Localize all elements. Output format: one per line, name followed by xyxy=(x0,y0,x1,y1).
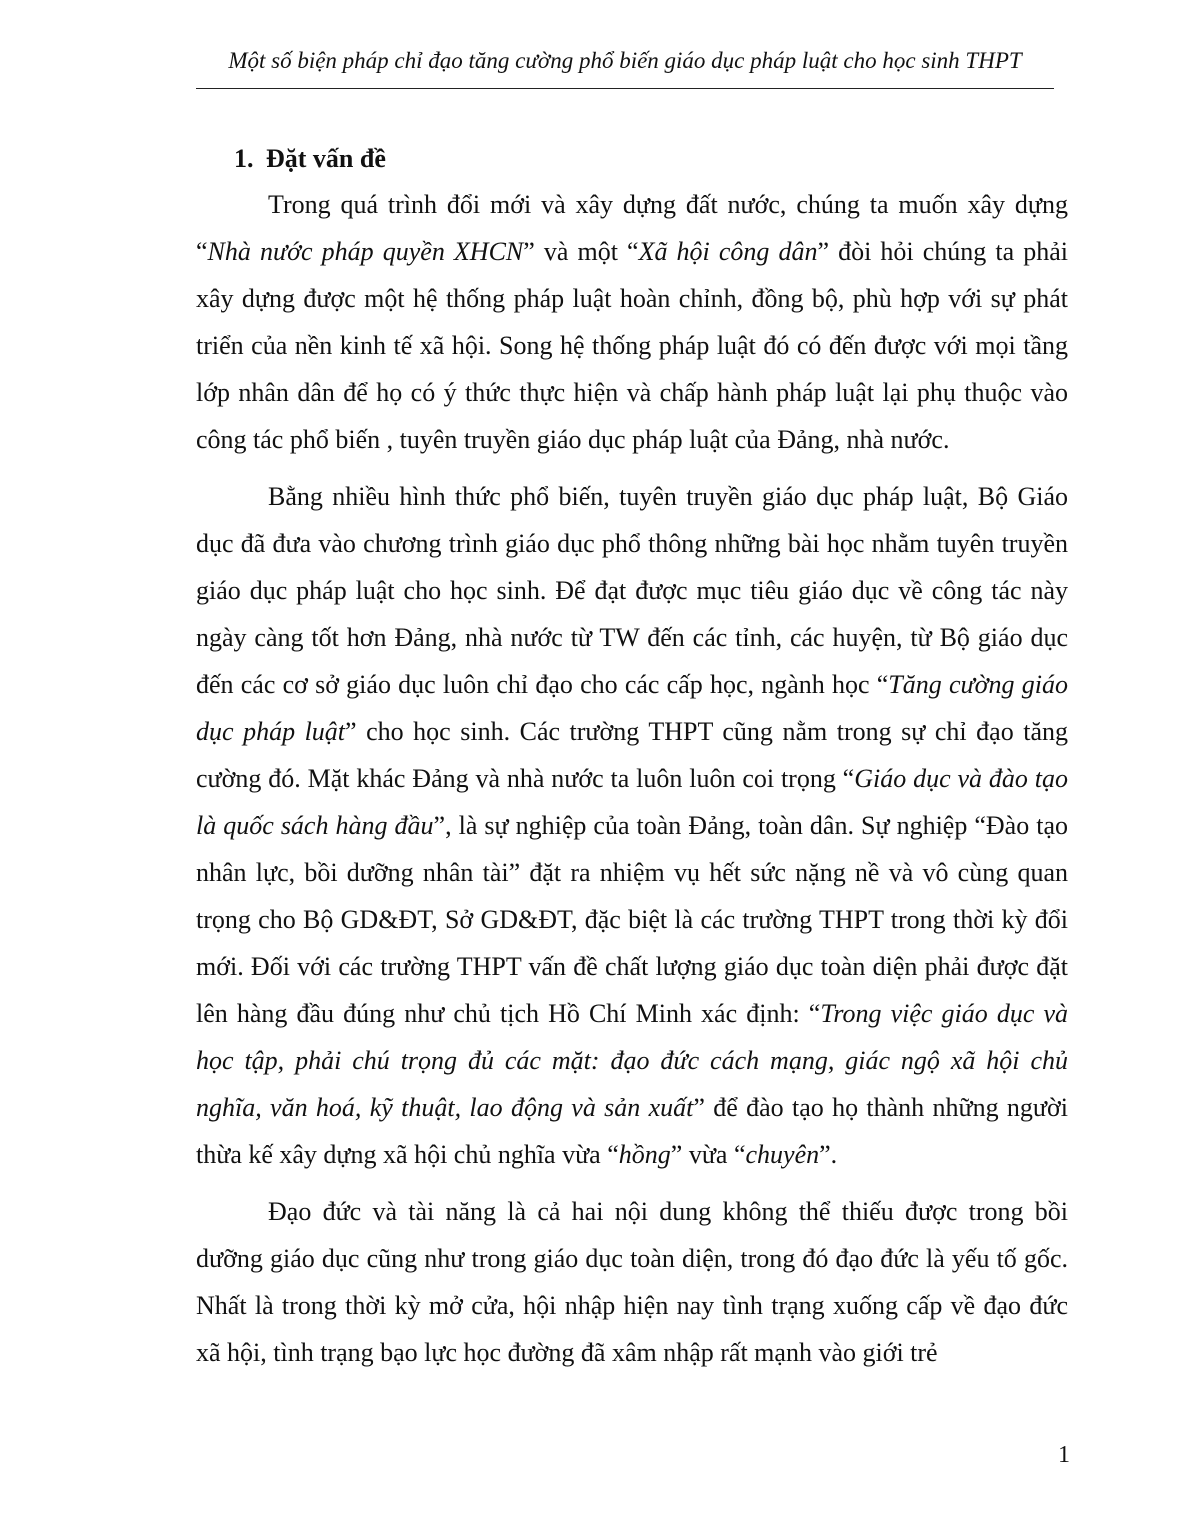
text-segment: ” và một “ xyxy=(523,237,639,266)
text-segment: ” để đào tạo họ thành những người thừa kế xây dựng xã hội chủ nghĩa vừa “ xyxy=(196,1093,1068,1169)
italic-text-segment: Giáo dục và đào tạo là quốc sách hàng đầu xyxy=(196,764,1068,840)
italic-text-segment: Tăng cường giáo dục pháp luật xyxy=(196,670,1068,746)
section-number: 1. xyxy=(234,144,254,173)
text-segment: Bằng nhiều hình thức phổ biến, tuyên truyền giáo dục pháp luật, Bộ Giáo dục đã đưa vào chương trình giáo dục phổ thông những bài học nhằm tuyên truyền giáo dục pháp luật cho học sinh. Để đạt được mục tiêu giáo dục về công tác này ngày càng tốt hơn Đảng, nhà nước từ TW đến các tỉnh, các huyện, từ Bộ giáo dục đến các cơ sở giáo dục luôn chỉ đạo cho các cấp học, ngành học “ xyxy=(196,482,1068,699)
text-segment: Đạo đức và tài năng là cả hai nội dung không thể thiếu được trong bồi dưỡng giáo dục cũng như trong giáo dục toàn diện, trong đó đạo đức là yếu tố gốc. Nhất là trong thời kỳ mở cửa, hội nhập hiện nay tình trạng xuống cấp về đạo đức xã hội, tình trạng bạo lực học đường đã xâm nhập rất mạnh vào giới trẻ xyxy=(196,1197,1068,1367)
running-header: Một số biện pháp chỉ đạo tăng cường phổ biến giáo dục pháp luật cho học sinh THPT xyxy=(228,48,1022,73)
italic-text-segment: Xã hội công dân xyxy=(638,237,818,266)
italic-text-segment: hồng xyxy=(618,1140,671,1169)
text-segment: ”, là sự nghiệp của toàn Đảng, toàn dân. Sự nghiệp “Đào tạo nhân lực, bồi dưỡng nhân tài” đặt ra nhiệm vụ hết sức nặng nề và vô cùng quan trọng cho Bộ GD&ĐT, Sở GD&ĐT, đặc biệt là các trường THPT trong thời kỳ đổi mới. Đối với các trường THPT vấn đề chất lượng giáo dục toàn diện phải được đặt lên hàng đầu đúng như chủ tịch Hồ Chí Minh xác định: “ xyxy=(196,811,1069,1028)
section-heading xyxy=(234,141,1068,177)
page-number: 1 xyxy=(1058,1442,1070,1468)
paragraph xyxy=(196,473,1068,1178)
text-segment: ”. xyxy=(819,1140,838,1169)
section-title: Đặt vấn đề xyxy=(266,144,386,173)
header-rule xyxy=(196,88,1054,89)
italic-text-segment: Trong việc giáo dục và học tập, phải chú trọng đủ các mặt: đạo đức cách mạng, giác ngộ xã hội chủ nghĩa, văn hoá, kỹ thuật, lao động và sản xuất xyxy=(196,999,1069,1122)
text-segment: ” vừa “ xyxy=(670,1140,746,1169)
text-segment: Trong quá trình đổi mới và xây dựng đất nước, chúng ta muốn xây dựng “ xyxy=(196,190,1068,266)
italic-text-segment: chuyên xyxy=(745,1140,820,1169)
paragraph xyxy=(196,1188,1068,1376)
italic-text-segment: Nhà nước pháp quyền XHCN xyxy=(207,237,524,266)
text-segment: ” cho học sinh. Các trường THPT cũng nằm trong sự chỉ đạo tăng cường đó. Mặt khác Đảng và nhà nước ta luôn luôn coi trọng “ xyxy=(196,717,1068,793)
paragraph xyxy=(196,181,1068,463)
text-segment: ” đòi hỏi chúng ta phải xây dựng được một hệ thống pháp luật hoàn chỉnh, đồng bộ, phù hợp với sự phát triển của nền kinh tế xã hội. Song hệ thống pháp luật đó có đến được với mọi tầng lớp nhân dân để họ có ý thức thực hiện và chấp hành pháp luật lại phụ thuộc vào công tác phổ biến , tuyên truyền giáo dục pháp luật của Đảng, nhà nước. xyxy=(196,237,1068,454)
document-body xyxy=(196,141,1068,1376)
